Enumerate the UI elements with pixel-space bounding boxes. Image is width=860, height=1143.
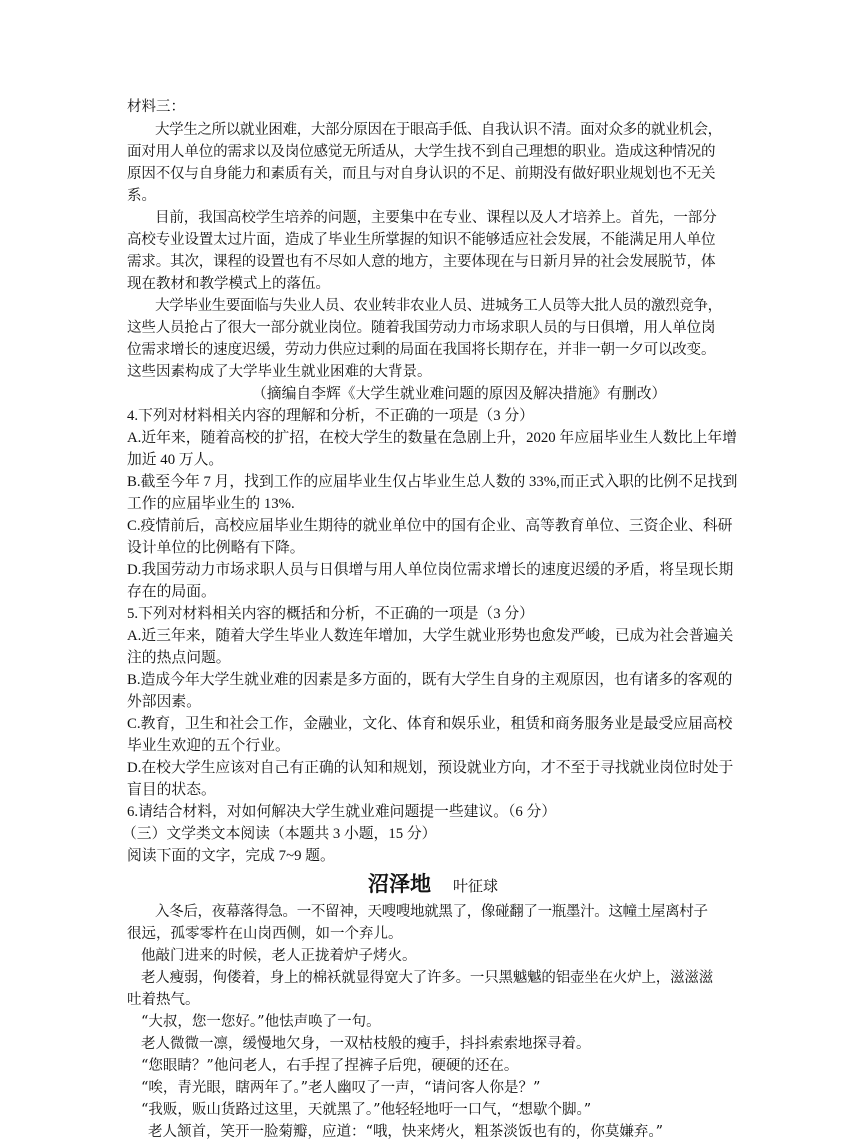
question-5-option-c-cont: 毕业生欢迎的五个行业。 (127, 738, 290, 754)
story-title: 沼泽地 (368, 871, 431, 896)
question-5-option-a-cont: 注的热点问题。 (127, 650, 231, 666)
story-title-row (368, 870, 498, 901)
question-4-option-d: D.我国劳动力市场求职人员与日俱增与用人单位岗位需求增长的速度迟缓的矛盾，将呈现长期 (127, 562, 734, 578)
story-line: 吐着热气。 (127, 992, 200, 1008)
material-heading: 材料三： (127, 99, 185, 115)
question-4-option-c-cont: 设计单位的比例略有下降。 (127, 540, 305, 556)
reading-instruction: 阅读下面的文字，完成 7~9 题。 (127, 848, 335, 864)
story-line: “大叔，您一您好。”他怯声唤了一句。 (141, 1014, 381, 1030)
question-4-option-c: C.疫情前后，高校应届毕业生期待的就业单位中的国有企业、高等教育单位、三资企业、科研 (127, 518, 733, 534)
material-line: 原因不仅与自身能力和素质有关，而且与对自身认识的不足、前期没有做好职业规划也不无关 (127, 166, 716, 182)
question-5-option-b: B.造成今年大学生就业难的因素是多方面的，既有大学生自身的主观原因，也有诸多的客观的 (127, 672, 733, 688)
story-line: 入冬后，夜幕落得急。一不留神，天嗖嗖地就黑了，像碰翻了一瓶墨汁。这幢土屋离村子 (155, 904, 708, 920)
material-line: 大学毕业生要面临与失业人员、农业转非农业人员、进城务工人员等大批人员的激烈竞争， (155, 298, 722, 314)
story-line: 他敲门进来的时候，老人正拢着炉子烤火。 (141, 948, 417, 964)
story-line: 老人微微一凛，缓慢地欠身，一双枯枝般的瘦手，抖抖索索地探寻着。 (141, 1036, 591, 1052)
story-line: 很远，孤零零杵在山岗西侧，如一个弃儿。 (127, 926, 403, 942)
question-6: 6.请结合材料，对如何解决大学生就业难问题提一些建议。（6 分） (127, 804, 557, 820)
question-4: 4.下列对材料相关内容的理解和分析，不正确的一项是（3 分） (127, 408, 534, 424)
source-citation: （摘编自李辉《大学生就业难问题的原因及解决措施》有删改） (252, 386, 667, 402)
question-4-option-a: A.近年来，随着高校的扩招，在校大学生的数量在急剧上升，2020 年应届毕业生人数比上年增 (127, 430, 737, 446)
question-4-option-b: B.截至今年 7 月，找到工作的应届毕业生仅占毕业生总人数的 33%,而正式入职的比例不足找到 (127, 474, 738, 490)
story-line: 老人颔首，笑开一脸菊瓣，应道：“哦，快来烤火，粗茶淡饭也有的，你莫嫌弃。” (148, 1124, 664, 1140)
material-line: 面对用人单位的需求以及岗位感觉无所适从，大学生找不到自己理想的职业。造成这种情况的 (127, 144, 716, 160)
story-line: “唉，青光眼，瞎两年了。”老人幽叹了一声，“请问客人你是？” (141, 1080, 541, 1096)
material-line: 这些因素构成了大学毕业生就业困难的大背景。 (127, 364, 432, 380)
material-line: 这些人员抢占了很大一部分就业岗位。随着我国劳动力市场求职人员的与日俱增，用人单位岗 (127, 320, 716, 336)
question-4-option-a-cont: 加近 40 万人。 (127, 452, 224, 468)
section-heading: （三）文学类文本阅读（本题共 3 小题，15 分） (122, 826, 437, 842)
question-4-option-d-cont: 存在的局面。 (127, 584, 216, 600)
story-author: 叶征球 (453, 877, 499, 895)
question-5-option-c: C.教育，卫生和社会工作，金融业，文化、体育和娱乐业，租赁和商务服务业是最受应届高校 (127, 716, 733, 732)
story-line: “您眼睛？”他问老人，右手捏了捏裤子后兜，硬硬的还在。 (141, 1058, 519, 1074)
question-5-option-a: A.近三年来，随着大学生毕业人数连年增加，大学生就业形势也愈发严峻，已成为社会普遍关 (127, 628, 734, 644)
story-line: “我贩，贩山货路过这里，天就黑了。”他轻轻地吁一口气，“想歇个脚。” (141, 1102, 592, 1118)
question-5-option-b-cont: 外部因素。 (127, 694, 201, 710)
material-line: 现在教材和教学模式上的落伍。 (127, 276, 330, 292)
question-5: 5.下列对材料相关内容的概括和分析，不正确的一项是（3 分） (127, 606, 534, 622)
material-line: 需求。其次，课程的设置也有不尽如人意的地方，主要体现在与日新月异的社会发展脱节，体 (127, 254, 716, 270)
question-5-option-d-cont: 盲目的状态。 (127, 782, 216, 798)
material-line: 目前，我国高校学生培养的问题，主要集中在专业、课程以及人才培养上。首先，一部分 (155, 210, 717, 226)
material-line: 位需求增长的速度迟缓，劳动力供应过剩的局面在我国将长期存在，并非一朝一夕可以改变。 (127, 342, 716, 358)
story-line: 老人瘦弱，佝偻着，身上的棉袄就显得宽大了许多。一只黑魆魆的铝壶坐在火炉上，滋滋滋 (141, 970, 713, 986)
material-line: 大学生之所以就业困难，大部分原因在于眼高手低、自我认识不清。面对众多的就业机会， (155, 122, 722, 138)
question-4-option-b-cont: 工作的应届毕业生的 13%. (127, 496, 295, 512)
material-line: 高校专业设置太过片面，造成了毕业生所掌握的知识不能够适应社会发展，不能满足用人单位 (127, 232, 716, 248)
material-line: 系。 (127, 188, 156, 204)
question-5-option-d: D.在校大学生应该对自己有正确的认知和规划，预设就业方向，才不至于寻找就业岗位时处于 (127, 760, 734, 776)
